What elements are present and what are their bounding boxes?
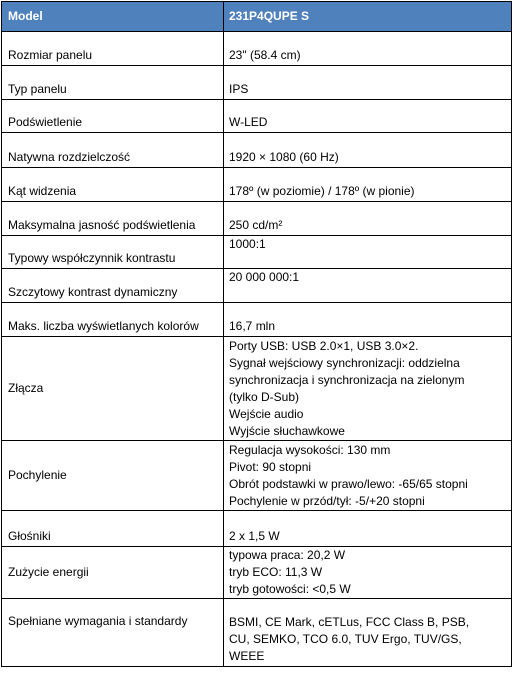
row-label: Zużycie energii: [2, 547, 224, 599]
row-label: Rozmiar panelu: [2, 32, 224, 66]
row-label: Typowy współczynnik kontrastu: [2, 236, 224, 269]
row-label: Maksymalna jasność podświetlenia: [2, 202, 224, 236]
row-value: 1920 × 1080 (60 Hz): [224, 133, 512, 168]
row-value: 20 000 000:1: [224, 269, 512, 303]
table-header-row: [2, 2, 512, 32]
table-row: [2, 337, 512, 441]
row-value: 16,7 mln: [224, 303, 512, 337]
row-label: Typ panelu: [2, 66, 224, 100]
table-row: [2, 269, 512, 303]
row-label: Pochylenie: [2, 441, 224, 511]
table-row: [2, 303, 512, 337]
table-row: [2, 202, 512, 236]
row-value: typowa praca: 20,2 W tryb ECO: 11,3 W tryb gotowości: <0,5 W: [224, 547, 512, 599]
table-row: [2, 599, 512, 667]
row-label: Podświetlenie: [2, 100, 224, 133]
row-value: 178º (w poziomie) / 178º (w pionie): [224, 168, 512, 202]
row-label: Maks. liczba wyświetlanych kolorów: [2, 303, 224, 337]
row-label: Złącza: [2, 337, 224, 441]
row-label: Szczytowy kontrast dynamiczny: [2, 269, 224, 303]
row-value: 1000:1: [224, 236, 512, 269]
row-label: Natywna rozdzielczość: [2, 133, 224, 168]
table-row: [2, 100, 512, 133]
table-row: [2, 168, 512, 202]
table-row: [2, 133, 512, 168]
row-label: Kąt widzenia: [2, 168, 224, 202]
row-value: IPS: [224, 66, 512, 100]
table-row: [2, 511, 512, 547]
row-value: 2 x 1,5 W: [224, 511, 512, 547]
row-label: Spełniane wymagania i standardy: [2, 599, 224, 667]
table-row: [2, 32, 512, 66]
header-model: Model: [2, 2, 224, 32]
spec-table: [1, 1, 512, 667]
header-model-name: 231P4QUPE S: [224, 2, 512, 32]
row-value: 23" (58.4 cm): [224, 32, 512, 66]
table-row: [2, 547, 512, 599]
table-row: [2, 441, 512, 511]
row-value: Regulacja wysokości: 130 mm Pivot: 90 stopni Obrót podstawki w prawo/lewo: -65/65 stopni Pochylenie w przód/tył: -5/+20 stopni: [224, 441, 512, 511]
row-label: Głośniki: [2, 511, 224, 547]
row-value: Porty USB: USB 2.0×1, USB 3.0×2. Sygnał wejściowy synchronizacji: oddzielna synchronizacja i synchronizacja na zielonym (tylko D-Sub) Wejście audio Wyjście słuchawkowe: [224, 337, 512, 441]
row-value: W-LED: [224, 100, 512, 133]
row-value: BSMI, CE Mark, cETLus, FCC Class B, PSB, CU, SEMKO, TCO 6.0, TUV Ergo, TUV/GS, WEEE: [224, 599, 512, 667]
table-row: [2, 236, 512, 269]
table-row: [2, 66, 512, 100]
row-value: 250 cd/m²: [224, 202, 512, 236]
